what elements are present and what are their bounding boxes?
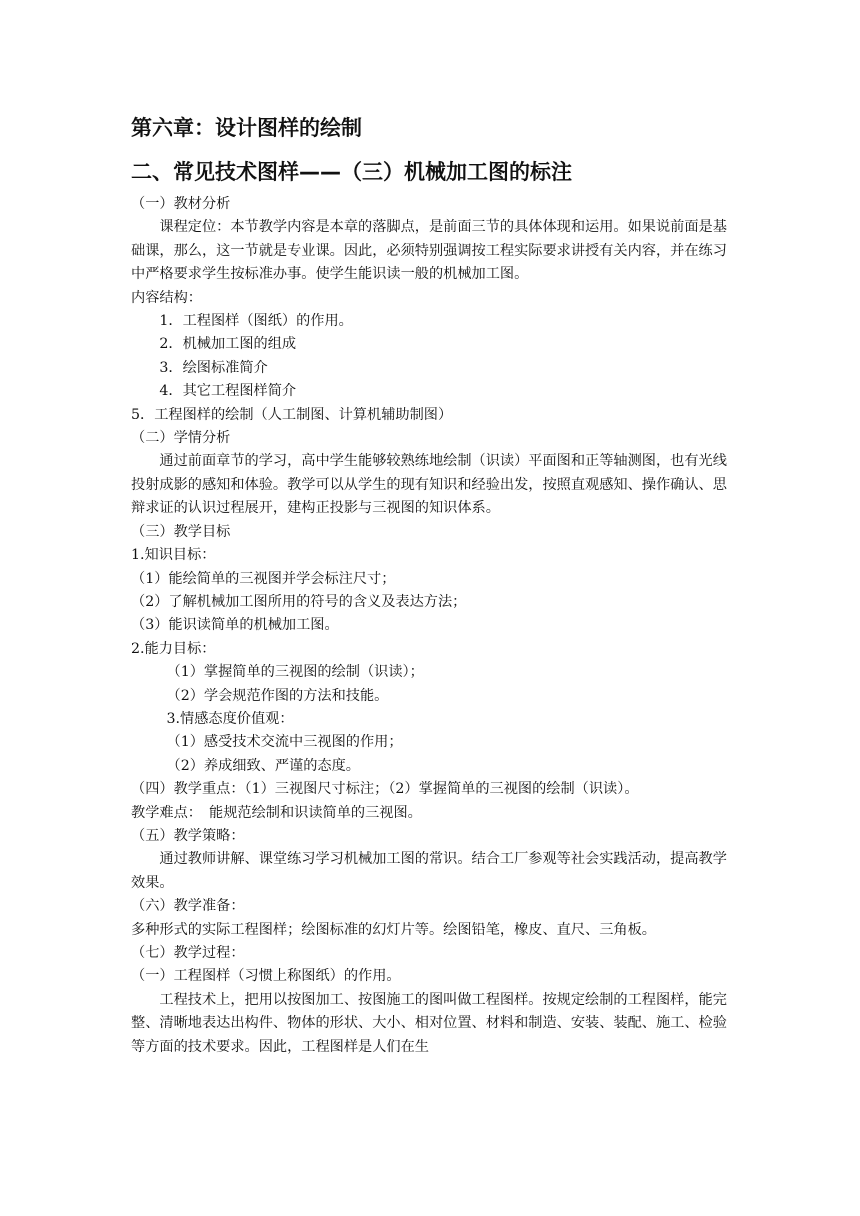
heading-drawing-role: （一）工程图样（习惯上称图纸）的作用。 [131, 968, 401, 985]
list-item: 1．工程图样（图纸）的作用。 [159, 313, 353, 330]
paragraph-teaching-strategy: 通过教师讲解、课堂练习学习机械加工图的常识。结合工厂参观等社会实践活动，提高教学效果。 [131, 851, 727, 891]
heading-teaching-strategy: （五）教学策略： [131, 827, 245, 844]
chapter-title: 第六章：设计图样的绘制 [131, 116, 362, 140]
list-item: （2）学会规范作图的方法和技能。 [166, 687, 389, 704]
heading-teaching-goals: （三）教学目标 [131, 523, 231, 540]
list-item: 3．绘图标准简介 [159, 359, 268, 376]
paragraph-drawing-role: 工程技术上，把用以按图加工、按图施工的图叫做工程图样。按规定绘制的工程图样，能完整、清晰地表达出构件、物体的形状、大小、相对位置、材料和制造、安装、装配、施工、检验等方面的技术要求。因此，工程图样是人们在生 [131, 991, 727, 1055]
list-item: 5．工程图样的绘制（人工制图、计算机辅助制图） [131, 406, 453, 423]
list-item: 2．机械加工图的组成 [159, 336, 297, 353]
heading-student-analysis: （二）学情分析 [131, 430, 231, 447]
heading-teaching-process: （七）教学过程： [131, 945, 245, 961]
document-body [131, 193, 731, 1059]
heading-knowledge-goals: 1.知识目标： [131, 547, 216, 564]
heading-ability-goals: 2.能力目标： [131, 640, 216, 657]
paragraph-teaching-preparation: 多种形式的实际工程图样；绘图标准的幻灯片等。绘图铅笔，橡皮、直尺、三角板。 [131, 921, 656, 938]
list-item: （2）了解机械加工图所用的符号的含义及表达方法； [131, 593, 467, 610]
section-title: 二、常见技术图样——（三）机械加工图的标注 [131, 160, 572, 184]
list-item: 4．其它工程图样简介 [159, 383, 297, 400]
paragraph-student-analysis: 通过前面章节的学习，高中学生能够较熟练地绘制（识读）平面图和正等轴测图，也有光线投射成影的感知和体验。教学可以从学生的现有知识和经验出发，按照直观感知、操作确认、思辩求证的认识过程展开，建构正投影与三视图的知识体系。 [131, 453, 727, 517]
list-item: （1）能绘简单的三视图并学会标注尺寸； [131, 570, 396, 587]
paragraph-course-positioning: 课程定位：本节教学内容是本章的落脚点，是前面三节的具体体现和运用。如果说前面是基础课，那么，这一节就是专业课。因此，必须特别强调按工程实际要求讲授有关内容，并在练习中严格要求学生按标准办事。使学生能识读一般的机械加工图。 [131, 219, 727, 283]
paragraph-difficulties: 教学难点： 能规范绘制和识读简单的三视图。 [131, 804, 422, 821]
list-item: （2）养成细致、严谨的态度。 [166, 757, 360, 774]
heading-content-structure: 内容结构： [131, 289, 202, 306]
list-item: （1）掌握简单的三视图的绘制（识读）； [166, 664, 424, 681]
heading-teaching-preparation: （六）教学准备： [131, 898, 245, 915]
heading-attitude-goals: 3.情感态度价值观： [166, 710, 294, 727]
heading-textbook-analysis: （一）教材分析 [131, 196, 231, 212]
list-item: （1）感受技术交流中三视图的作用； [166, 734, 403, 751]
paragraph-key-points: （四）教学重点：（1）三视图尺寸标注；（2）掌握简单的三视图的绘制（识读）。 [131, 781, 639, 798]
list-item: （3）能识读简单的机械加工图。 [131, 617, 339, 634]
